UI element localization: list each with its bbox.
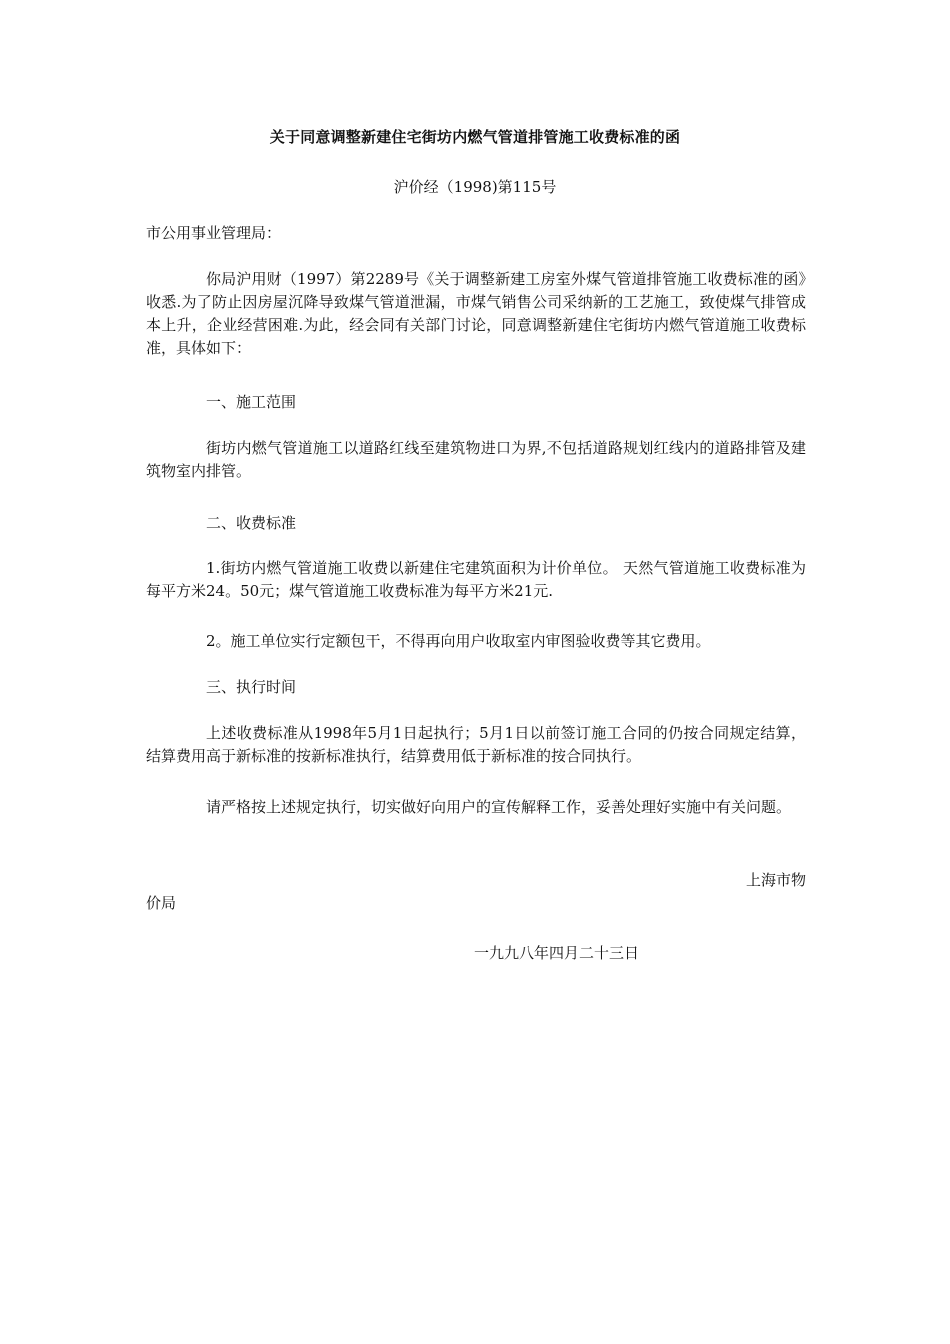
closing-paragraph: 请严格按上述规定执行，切实做好向用户的宣传解释工作，妥善处理好实施中有关问题。 [206,798,792,816]
section-heading-effective-date: 三、执行时间 [206,678,297,696]
intro-paragraph: 你局沪用财（1997）第2289号《关于调整新建工房室外煤气管道排管施工收费标准的函》收悉.为了防止因房屋沉降导致煤气管道泄漏，市煤气销售公司采纳新的工艺施工，致使煤气排管成本上升，企业经营困难.为此，经会同有关部门讨论，同意调整新建住宅街坊内燃气管道施工收费标准，具体如下： [146,270,806,357]
fee-item-2: 2。施工单位实行定额包干，不得再向用户收取室内审图验收费等其它费用。 [206,632,711,650]
fee-item-1: 1.街坊内燃气管道施工收费以新建住宅建筑面积为计价单位。 天然气管道施工收费标准为每平方米24。50元；煤气管道施工收费标准为每平方米21元. [146,559,806,600]
document-number: 沪价经（1998)第115号 [393,178,557,196]
signature-line-2: 价局 [146,894,177,912]
document-title: 关于同意调整新建住宅街坊内燃气管道排管施工收费标准的函 [269,128,681,146]
scope-paragraph: 街坊内燃气管道施工以道路红线至建筑物进口为界,不包括道路规划红线内的道路排管及建筑物室内排管。 [146,439,806,480]
signature-block [146,869,806,915]
document-date: 一九九八年四月二十三日 [474,944,640,962]
signature-line-1: 上海市物 [745,871,806,889]
effective-date-paragraph: 上述收费标准从1998年5月1日起执行；5月1日以前签订施工合同的仍按合同规定结算，结算费用高于新标准的按新标准执行，结算费用低于新标准的按合同执行。 [146,724,806,765]
section-heading-fees: 二、收费标准 [206,514,297,532]
addressee: 市公用事业管理局： [146,224,282,242]
section-heading-scope: 一、施工范围 [206,393,297,411]
